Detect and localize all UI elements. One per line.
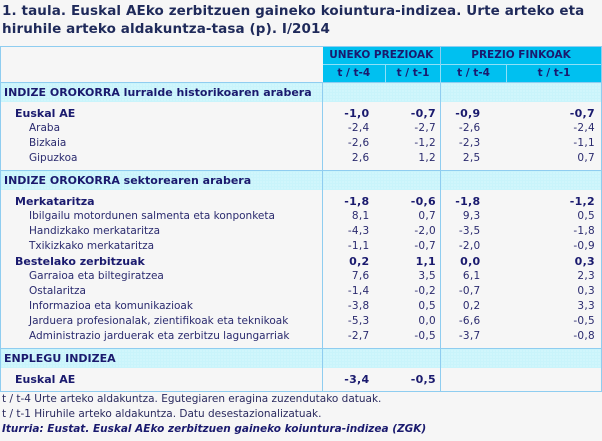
table-row bbox=[1, 190, 602, 209]
cell-value: -0,8 bbox=[507, 329, 602, 349]
cell-value bbox=[441, 368, 507, 392]
cell-value: 1,2 bbox=[386, 151, 441, 171]
cell-value: 0,7 bbox=[507, 151, 602, 171]
header-uneko-prezioak: UNEKO PREZIOAK bbox=[323, 47, 441, 65]
cell-value: -2,4 bbox=[507, 121, 602, 136]
cell-value: 0,0 bbox=[441, 254, 507, 269]
table-row bbox=[1, 284, 602, 299]
row-label: Merkataritza bbox=[1, 190, 323, 209]
cell-value: -0,9 bbox=[507, 239, 602, 254]
cell-value: 0,2 bbox=[441, 299, 507, 314]
row-label: Ostalaritza bbox=[1, 284, 323, 299]
cell-value: -0,7 bbox=[386, 102, 441, 121]
section-label: INDIZE OROKORRA sektorearen arabera bbox=[1, 171, 323, 191]
row-label: Handizkako merkataritza bbox=[1, 224, 323, 239]
cell-value: 2,3 bbox=[507, 269, 602, 284]
cell-value: -1,0 bbox=[323, 102, 386, 121]
table-row bbox=[1, 136, 602, 151]
cell-value: 0,7 bbox=[386, 209, 441, 224]
cell-value: 0,5 bbox=[386, 299, 441, 314]
cell-value: 0,3 bbox=[507, 254, 602, 269]
note-line: t / t-4 Urte arteko aldakuntza. Egutegiaren eragina zuzendutako datuak. bbox=[2, 393, 382, 405]
cell-value: -1,8 bbox=[323, 190, 386, 209]
table-row bbox=[1, 299, 602, 314]
table-row bbox=[1, 102, 602, 121]
cell-value: -1,4 bbox=[323, 284, 386, 299]
table-notes bbox=[2, 392, 600, 437]
header-sub-col: t / t-4 bbox=[441, 65, 507, 83]
row-label: Bizkaia bbox=[1, 136, 323, 151]
cell-value: -4,3 bbox=[323, 224, 386, 239]
cell-value: 0,3 bbox=[507, 284, 602, 299]
header-sub-col: t / t-4 bbox=[323, 65, 386, 83]
table-row bbox=[1, 269, 602, 284]
table-row bbox=[1, 314, 602, 329]
cell-value: 0,5 bbox=[507, 209, 602, 224]
cell-value: -2,0 bbox=[441, 239, 507, 254]
cell-value: -0,7 bbox=[507, 102, 602, 121]
cell-value: 1,1 bbox=[386, 254, 441, 269]
row-label: Araba bbox=[1, 121, 323, 136]
row-label: Euskal AE bbox=[1, 368, 323, 392]
cell-value: 9,3 bbox=[441, 209, 507, 224]
data-table bbox=[0, 46, 602, 392]
cell-value: -1,2 bbox=[386, 136, 441, 151]
cell-value: -1,8 bbox=[441, 190, 507, 209]
table-row bbox=[1, 254, 602, 269]
header-group-row bbox=[1, 47, 602, 65]
row-label: Informazioa eta komunikazioak bbox=[1, 299, 323, 314]
cell-value: -3,8 bbox=[323, 299, 386, 314]
row-label: Administrazio jarduerak eta zerbitzu lagungarriak bbox=[1, 329, 323, 349]
section-row bbox=[1, 171, 602, 191]
cell-value: -0,5 bbox=[386, 368, 441, 392]
section-row bbox=[1, 83, 602, 103]
cell-value: -1,1 bbox=[323, 239, 386, 254]
cell-value: -3,4 bbox=[323, 368, 386, 392]
cell-value: 0,0 bbox=[386, 314, 441, 329]
cell-value: -2,7 bbox=[386, 121, 441, 136]
row-label: Txikizkako merkataritza bbox=[1, 239, 323, 254]
cell-value: -1,2 bbox=[507, 190, 602, 209]
cell-value: -0,5 bbox=[386, 329, 441, 349]
row-label: Euskal AE bbox=[1, 102, 323, 121]
table-row bbox=[1, 209, 602, 224]
cell-value: -0,5 bbox=[507, 314, 602, 329]
cell-value: 6,1 bbox=[441, 269, 507, 284]
cell-value: 7,6 bbox=[323, 269, 386, 284]
table-row bbox=[1, 368, 602, 392]
section-label: INDIZE OROKORRA lurralde historikoaren arabera bbox=[1, 83, 323, 103]
cell-value: 8,1 bbox=[323, 209, 386, 224]
cell-value: 2,5 bbox=[441, 151, 507, 171]
cell-value: -2,6 bbox=[323, 136, 386, 151]
cell-value: -2,6 bbox=[441, 121, 507, 136]
table-row bbox=[1, 239, 602, 254]
cell-value: -2,4 bbox=[323, 121, 386, 136]
row-label: Gipuzkoa bbox=[1, 151, 323, 171]
cell-value: 0,2 bbox=[323, 254, 386, 269]
header-sub-col: t / t-1 bbox=[507, 65, 602, 83]
cell-value: -2,3 bbox=[441, 136, 507, 151]
header-blank bbox=[1, 47, 323, 83]
table-title: 1. taula. Euskal AEko zerbitzuen gaineko koiuntura-indizea. Urte arteko eta hiruhile arteko aldakuntza-tasa (p). I/2014 bbox=[2, 3, 585, 37]
cell-value bbox=[507, 368, 602, 392]
cell-value: -5,3 bbox=[323, 314, 386, 329]
cell-value: -0,9 bbox=[441, 102, 507, 121]
cell-value: -1,1 bbox=[507, 136, 602, 151]
cell-value: -2,7 bbox=[323, 329, 386, 349]
header-sub-col: t / t-1 bbox=[386, 65, 441, 83]
section-row bbox=[1, 349, 602, 369]
row-label: Ibilgailu motordunen salmenta eta konponketa bbox=[1, 209, 323, 224]
cell-value: -6,6 bbox=[441, 314, 507, 329]
table-row bbox=[1, 224, 602, 239]
cell-value: 3,5 bbox=[386, 269, 441, 284]
cell-value: -3,7 bbox=[441, 329, 507, 349]
cell-value: -0,2 bbox=[386, 284, 441, 299]
row-label: Bestelako zerbitzuak bbox=[1, 254, 323, 269]
cell-value: 3,3 bbox=[507, 299, 602, 314]
table-row bbox=[1, 329, 602, 349]
cell-value: 2,6 bbox=[323, 151, 386, 171]
table-row bbox=[1, 151, 602, 171]
table-row bbox=[1, 121, 602, 136]
note-line: t / t-1 Hiruhile arteko aldakuntza. Datu desestazionalizatuak. bbox=[2, 408, 322, 420]
cell-value: -3,5 bbox=[441, 224, 507, 239]
section-label: ENPLEGU INDIZEA bbox=[1, 349, 323, 369]
row-label: Jarduera profesionalak, zientifikoak eta teknikoak bbox=[1, 314, 323, 329]
header-prezio-finkoak: PREZIO FINKOAK bbox=[441, 47, 602, 65]
source-line: Iturria: Eustat. Euskal AEko zerbitzuen gaineko koiuntura-indizea (ZGK) bbox=[2, 423, 427, 435]
cell-value: -0,7 bbox=[386, 239, 441, 254]
cell-value: -0,7 bbox=[441, 284, 507, 299]
row-label: Garraioa eta biltegiratzea bbox=[1, 269, 323, 284]
cell-value: -2,0 bbox=[386, 224, 441, 239]
cell-value: -0,6 bbox=[386, 190, 441, 209]
cell-value: -1,8 bbox=[507, 224, 602, 239]
